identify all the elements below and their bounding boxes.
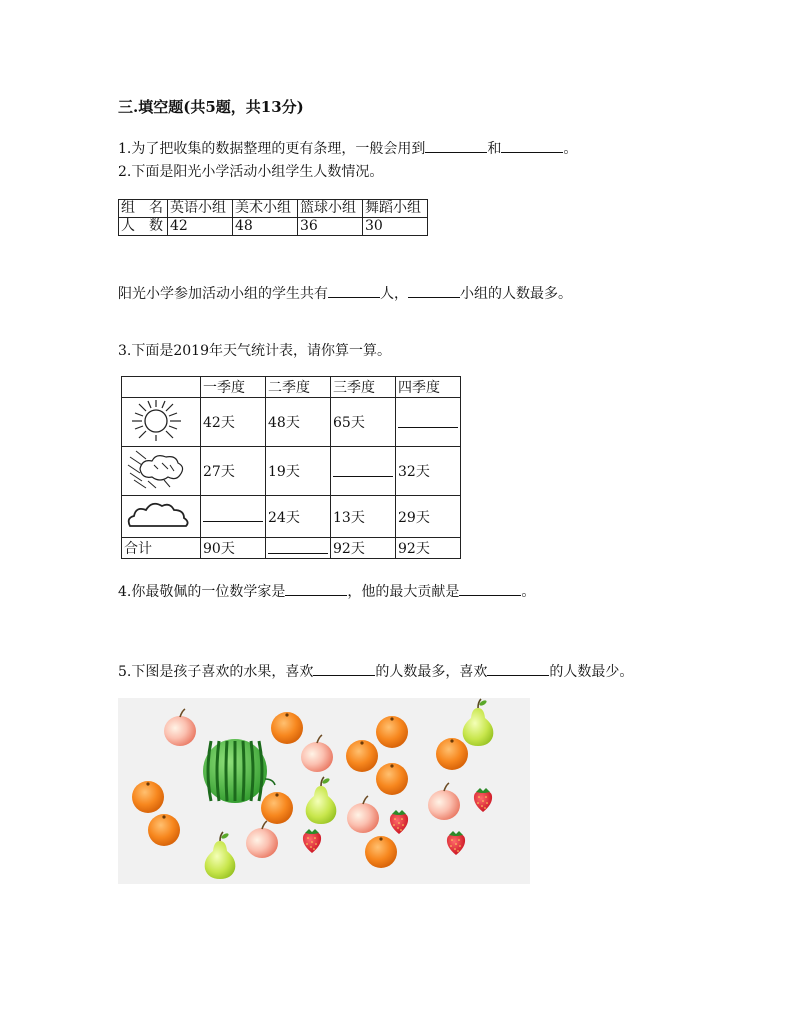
- table-header-cell: 三季度: [331, 377, 396, 398]
- table-cell: 92天: [331, 538, 396, 559]
- orange-icon: [436, 738, 468, 770]
- question-3: 3.下面是2019年天气统计表，请你算一算。: [118, 343, 391, 359]
- total-label: 合计: [122, 538, 201, 559]
- orange-icon: [148, 814, 180, 846]
- question-4-connector: ，他的最大贡献是: [347, 584, 460, 600]
- table-cell: 42天: [201, 398, 266, 447]
- table-cell: 90天: [201, 538, 266, 559]
- table-cell-count: 30: [363, 218, 428, 236]
- table-row-header: 组 名: [119, 200, 168, 218]
- orange-icon: [346, 740, 378, 772]
- question-2b-text: 阳光小学参加活动小组的学生共有: [118, 286, 328, 302]
- orange-icon: [271, 712, 303, 744]
- orange-icon: [376, 763, 408, 795]
- question-2b-connector: 人，: [380, 286, 408, 302]
- question-1-end: 。: [563, 141, 578, 157]
- table-cell: 19天: [266, 447, 331, 496]
- table-cell-count: 48: [233, 218, 298, 236]
- section-title: 三.填空题(共5题，共13分): [118, 98, 304, 116]
- orange-icon: [365, 836, 397, 868]
- orange-icon: [132, 781, 164, 813]
- table-row-header: 人 数: [119, 218, 168, 236]
- table-cell: 24天: [266, 496, 331, 538]
- table-cell-group: 舞蹈小组: [363, 200, 428, 218]
- question-1-connector: 和: [487, 141, 502, 157]
- table-header-cell: 四季度: [396, 377, 461, 398]
- question-5-end: 的人数最少。: [549, 664, 634, 680]
- table-cell-group: 英语小组: [168, 200, 233, 218]
- question-5-connector: 的人数最多，喜欢: [375, 664, 488, 680]
- question-2b-end: 小组的人数最多。: [460, 286, 572, 302]
- orange-icon: [376, 716, 408, 748]
- table-cell: 27天: [201, 447, 266, 496]
- question-4-end: 。: [521, 584, 536, 600]
- table-header-cell: 一季度: [201, 377, 266, 398]
- question-5-text: 5.下图是孩子喜欢的水果，喜欢: [118, 664, 314, 680]
- table-cell-count: 36: [298, 218, 363, 236]
- table-cell: 32天: [396, 447, 461, 496]
- orange-icon: [261, 792, 293, 824]
- question-4-text: 4.你最敬佩的一位数学家是: [118, 584, 286, 600]
- table-cell-group: 美术小组: [233, 200, 298, 218]
- table-cell: 48天: [266, 398, 331, 447]
- table-cell: 65天: [331, 398, 396, 447]
- question-1-text: 1.为了把收集的数据整理的更有条理，一般会用到: [118, 141, 426, 157]
- table-header-cell: 二季度: [266, 377, 331, 398]
- table-cell: 13天: [331, 496, 396, 538]
- table-cell: 29天: [396, 496, 461, 538]
- table-cell-group: 篮球小组: [298, 200, 363, 218]
- question-2: 2.下面是阳光小学活动小组学生人数情况。: [118, 164, 384, 180]
- table-cell: 92天: [396, 538, 461, 559]
- table-cell-count: 42: [168, 218, 233, 236]
